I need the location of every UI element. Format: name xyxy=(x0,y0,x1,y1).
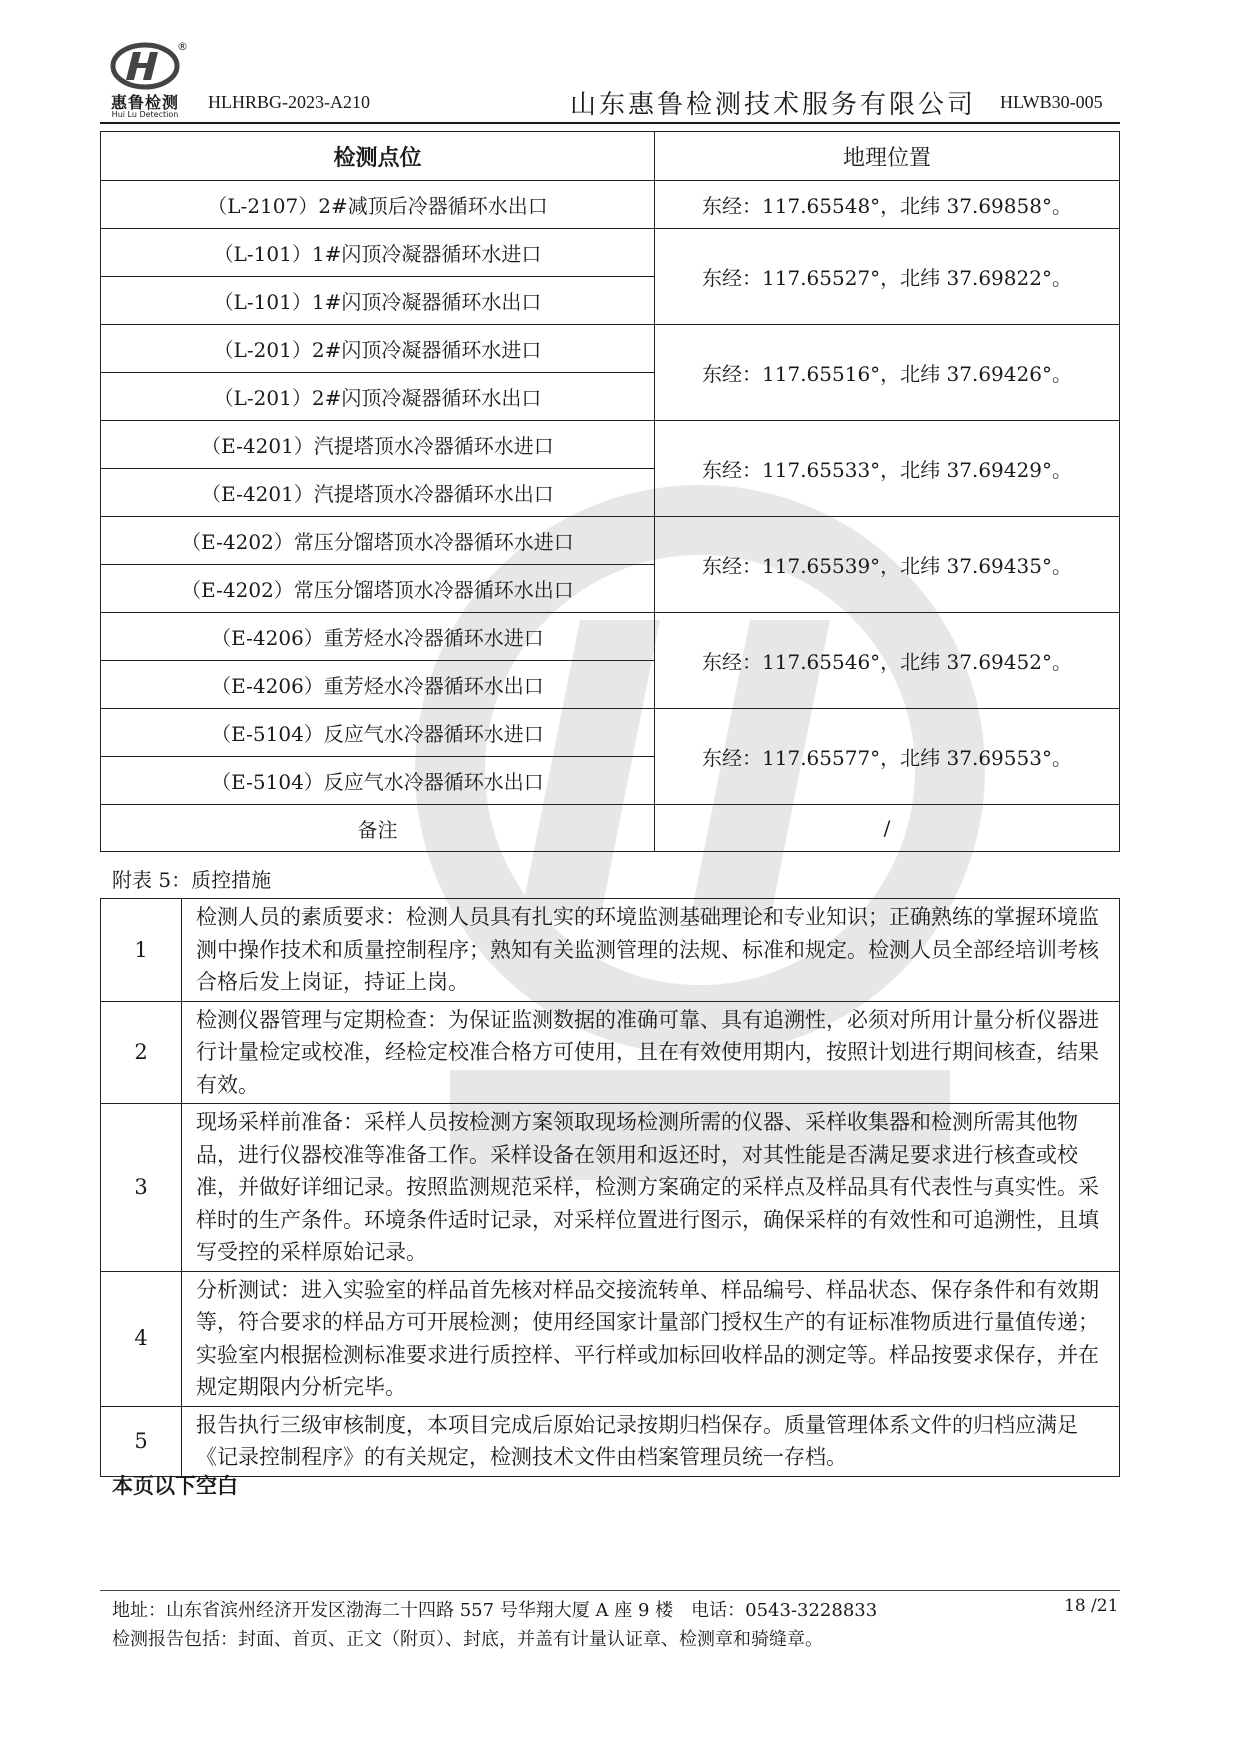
site-cell: （E-5104）反应气水冷器循环水进口 xyxy=(101,709,655,757)
site-cell: （E-4206）重芳烃水冷器循环水出口 xyxy=(101,661,655,709)
geo-cell: 东经：117.65548°，北纬 37.69858°。 xyxy=(655,181,1120,229)
qc-item-number: 4 xyxy=(101,1271,182,1406)
geo-column-header: 地理位置 xyxy=(655,132,1120,181)
qc-measures-table xyxy=(100,898,1120,1477)
logo-text: 惠鲁检测 xyxy=(110,93,179,112)
site-cell: （L-2107）2#减顶后冷器循环水出口 xyxy=(101,181,655,229)
qc-item-text: 分析测试：进入实验室的样品首先核对样品交接流转单、样品编号、样品状态、保存条件和有效期等，符合要求的样品方可开展检测；使用经国家计量部门授权生产的有证标准物质进行量值传递；实验室内根据检测标准要求进行质控样、平行样或加标回收样品的测定等。样品按要求保存，并在规定期限内分析完毕。 xyxy=(182,1271,1120,1406)
qc-item-text: 检测人员的素质要求：检测人员具有扎实的环境监测基础理论和专业知识；正确熟练的掌握环境监测中操作技术和质量控制程序；熟知有关监测管理的法规、标准和规定。检测人员全部经培训考核合格后发上岗证，持证上岗。 xyxy=(182,899,1120,1002)
table-row xyxy=(101,517,1120,565)
blank-below-note: 本页以下空白 xyxy=(112,1474,238,1498)
site-cell: （L-101）1#闪顶冷凝器循环水出口 xyxy=(101,277,655,325)
qc-row xyxy=(101,1271,1120,1406)
site-cell: （E-4206）重芳烃水冷器循环水进口 xyxy=(101,613,655,661)
qc-row xyxy=(101,1104,1120,1272)
page-number: 18 /21 xyxy=(1064,1596,1119,1616)
site-column-header: 检测点位 xyxy=(101,132,655,181)
geo-cell: 东经：117.65539°，北纬 37.69435°。 xyxy=(655,517,1120,613)
registered-mark: ® xyxy=(177,40,188,53)
header-divider xyxy=(100,122,1120,124)
logo-subtext: Hui Lu Detection xyxy=(111,110,179,119)
geo-cell: 东经：117.65577°，北纬 37.69553°。 xyxy=(655,709,1120,805)
table-row xyxy=(101,229,1120,277)
qc-row xyxy=(101,1406,1120,1476)
table-row xyxy=(101,181,1120,229)
geo-cell: 东经：117.65516°，北纬 37.69426°。 xyxy=(655,325,1120,421)
qc-item-text: 报告执行三级审核制度，本项目完成后原始记录按期归档保存。质量管理体系文件的归档应满足《记录控制程序》的有关规定，检测技术文件由档案管理员统一存档。 xyxy=(182,1406,1120,1476)
qc-item-number: 2 xyxy=(101,1001,182,1104)
table-row xyxy=(101,613,1120,661)
logo-hl-icon xyxy=(110,42,180,90)
site-cell: （L-201）2#闪顶冷凝器循环水进口 xyxy=(101,325,655,373)
qc-row xyxy=(101,1001,1120,1104)
table-row xyxy=(101,709,1120,757)
footer-divider xyxy=(100,1590,1120,1591)
site-cell: （E-5104）反应气水冷器循环水出口 xyxy=(101,757,655,805)
table-row xyxy=(101,421,1120,469)
table-header-row xyxy=(101,132,1120,181)
qc-item-text: 检测仪器管理与定期检查：为保证监测数据的准确可靠、具有追溯性，必须对所用计量分析仪器进行计量检定或校准，经检定校准合格方可使用，且在有效使用期内，按照计划进行期间核查，结果有效。 xyxy=(182,1001,1120,1104)
site-cell: （E-4201）汽提塔顶水冷器循环水出口 xyxy=(101,469,655,517)
company-logo xyxy=(100,40,190,126)
remark-label: 备注 xyxy=(101,805,655,852)
remark-value: / xyxy=(655,805,1120,852)
qc-item-number: 3 xyxy=(101,1104,182,1272)
qc-table-caption: 附表 5：质控措施 xyxy=(112,868,272,892)
footer-report-contents: 检测报告包括：封面、首页、正文（附页）、封底，并盖有计量认证章、检测章和骑缝章。 xyxy=(112,1629,823,1650)
report-number: HLHRBG-2023-A210 xyxy=(208,92,370,112)
qc-item-number: 5 xyxy=(101,1406,182,1476)
remark-row xyxy=(101,805,1120,852)
qc-item-number: 1 xyxy=(101,899,182,1002)
site-cell: （L-201）2#闪顶冷凝器循环水出口 xyxy=(101,373,655,421)
geo-cell: 东经：117.65527°，北纬 37.69822°。 xyxy=(655,229,1120,325)
geo-cell: 东经：117.65533°，北纬 37.69429°。 xyxy=(655,421,1120,517)
footer-address: 地址：山东省滨州经济开发区渤海二十四路 557 号华翔大厦 A 座 9 楼 电话：0543-3228833 xyxy=(112,1600,878,1621)
geo-cell: 东经：117.65546°，北纬 37.69452°。 xyxy=(655,613,1120,709)
company-name: 山东惠鲁检测技术服务有限公司 xyxy=(570,90,977,120)
site-cell: （E-4201）汽提塔顶水冷器循环水进口 xyxy=(101,421,655,469)
site-location-table xyxy=(100,131,1120,852)
site-cell: （L-101）1#闪顶冷凝器循环水进口 xyxy=(101,229,655,277)
site-cell: （E-4202）常压分馏塔顶水冷器循环水出口 xyxy=(101,565,655,613)
qc-row xyxy=(101,899,1120,1002)
site-cell: （E-4202）常压分馏塔顶水冷器循环水进口 xyxy=(101,517,655,565)
table-row xyxy=(101,325,1120,373)
qc-item-text: 现场采样前准备：采样人员按检测方案领取现场检测所需的仪器、采样收集器和检测所需其他物品，进行仪器校准等准备工作。采样设备在领用和返还时，对其性能是否满足要求进行核查或校准，并做好详细记录。按照监测规范采样，检测方案确定的采样点及样品具有代表性与真实性。采样时的生产条件。环境条件适时记录，对采样位置进行图示，确保采样的有效性和可追溯性，且填写受控的采样原始记录。 xyxy=(182,1104,1120,1272)
form-number: HLWB30-005 xyxy=(1000,92,1103,112)
